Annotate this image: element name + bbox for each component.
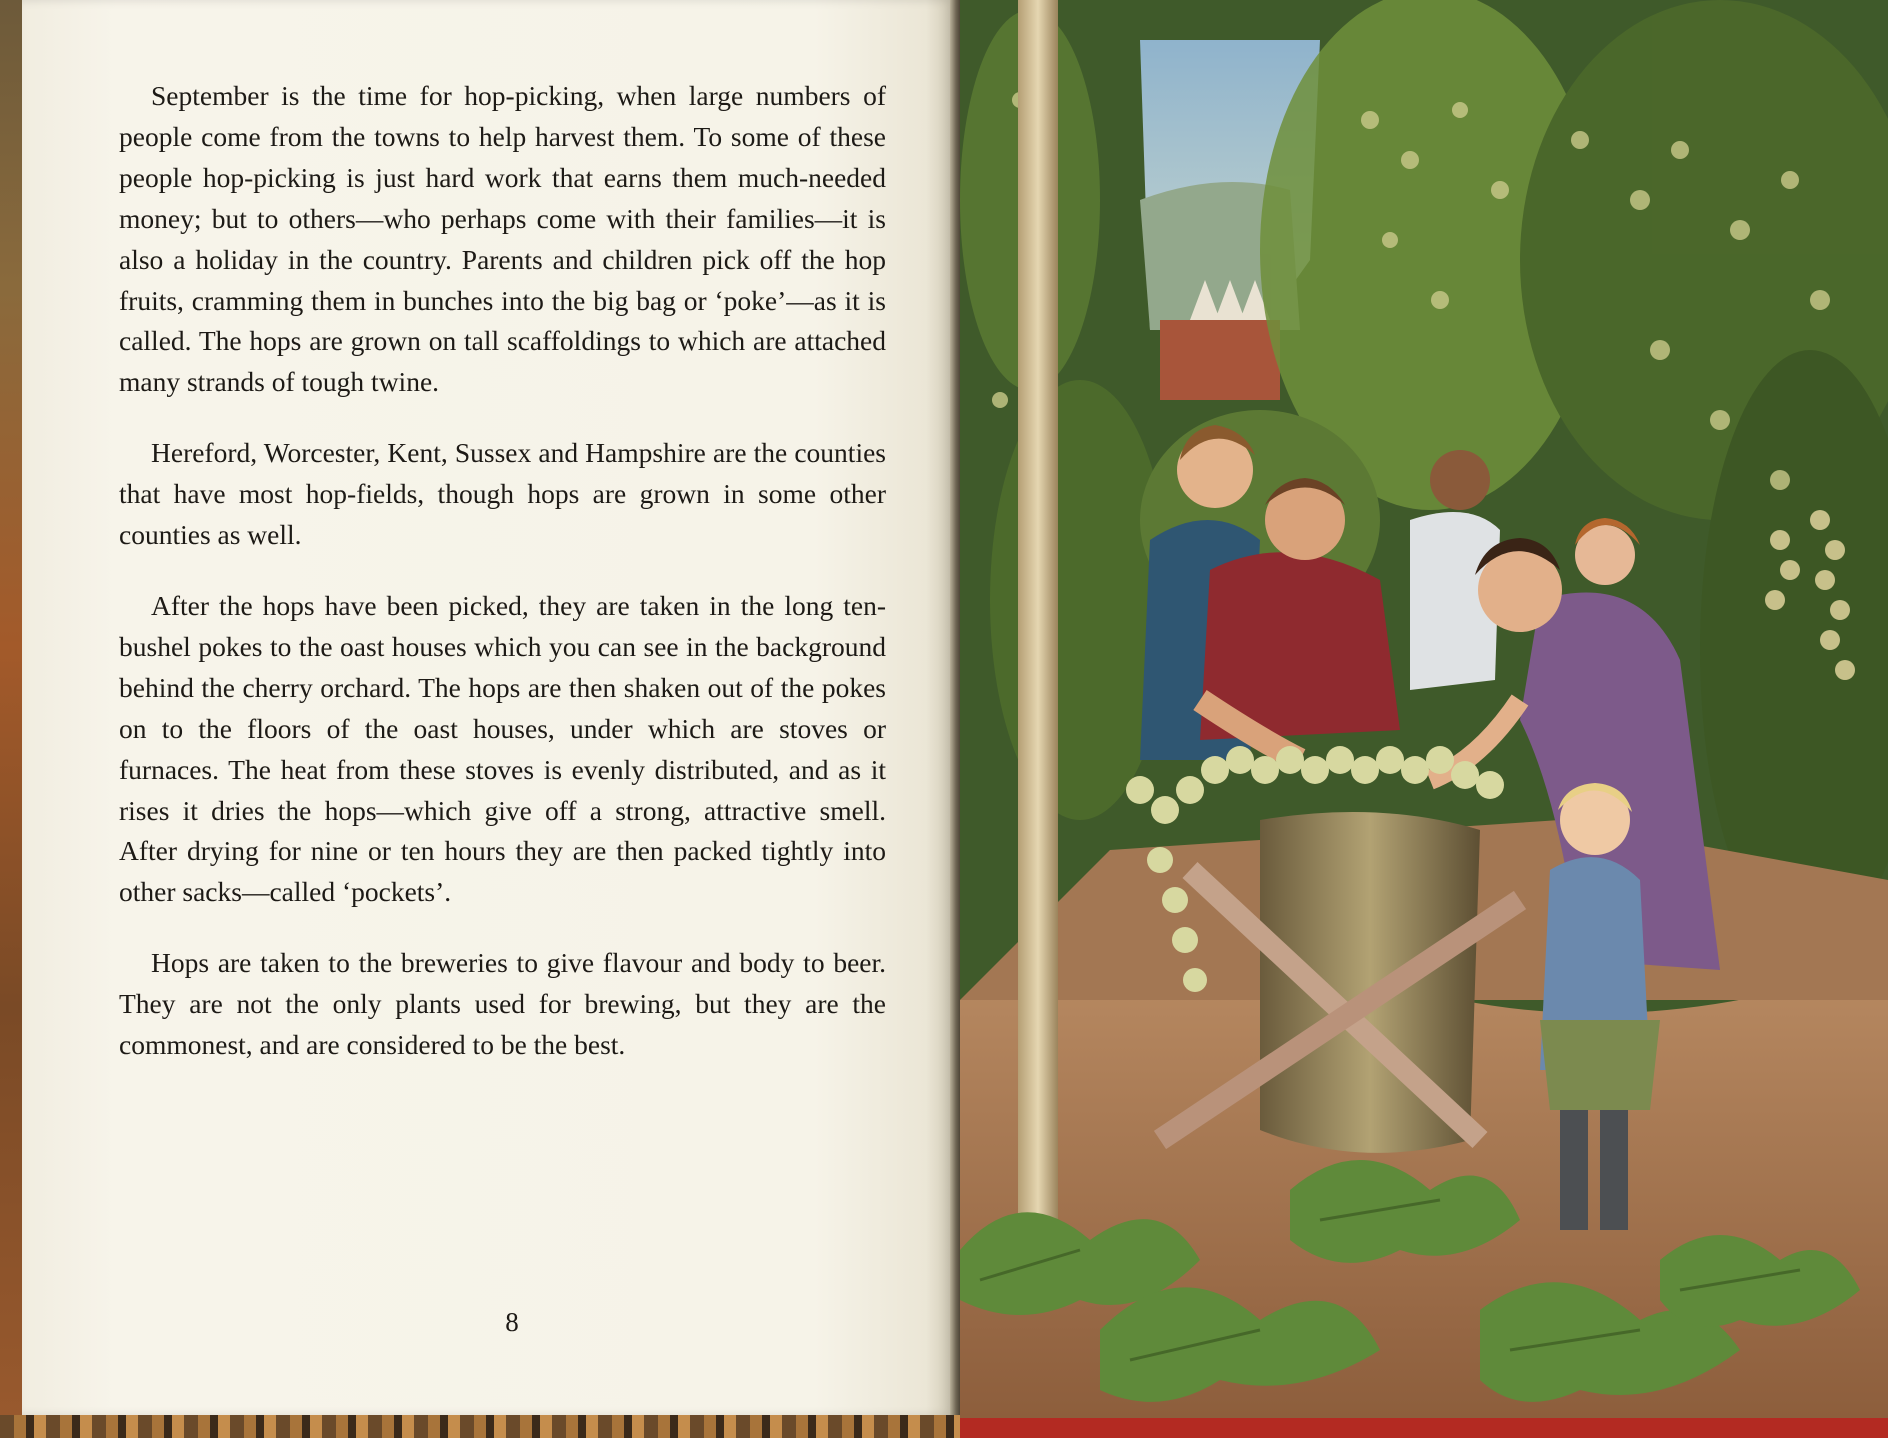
page-number: 8 <box>505 1307 519 1337</box>
paragraph-counties: Hereford, Worcester, Kent, Sussex and Hampshire are the counties that have most hop-fields, though hops are grown in some other counties as well. <box>119 437 886 551</box>
bottom-cover-edge <box>0 1415 960 1438</box>
text-page <box>22 0 954 1416</box>
cover-edge <box>0 0 22 1438</box>
paragraph-breweries: Hops are taken to the breweries to give flavour and body to beer. They are not the only plants used for brewing, but they are the commonest, and are considered to be the best. <box>119 947 886 1061</box>
hop-picking-illustration <box>960 0 1888 1418</box>
hop-pole <box>1018 0 1058 1220</box>
paragraph-hop-picking: September is the time for hop-picking, when large numbers of people come from the towns to help harvest them. To some of these people hop-picking is just hard work that earns them much-needed money; but to others—who perhaps come with their families—it is also a holiday in the country. Parents and children pick off the hop fruits, cramming them in bunches into the big bag or ‘poke’—as it is called. The hops are grown on tall scaffoldings to which are attached many strands of tough twine. <box>119 80 886 398</box>
red-binding-edge <box>960 1418 1888 1438</box>
body-text <box>119 76 886 1096</box>
illustration-page <box>960 0 1888 1418</box>
paragraph-oast-houses: After the hops have been picked, they are taken in the long ten-bushel pokes to the oast houses which you can see in the background behind the cherry orchard. The hops are then shaken out of the pokes on to the floors of the oast houses, under which are stoves or furnaces. The heat from these stoves is evenly distributed, and as it rises it dries the hops—which give off a strong, attractive smell. After drying for nine or ten hours they are then packed tightly into other sacks—called ‘pockets’. <box>119 589 886 908</box>
